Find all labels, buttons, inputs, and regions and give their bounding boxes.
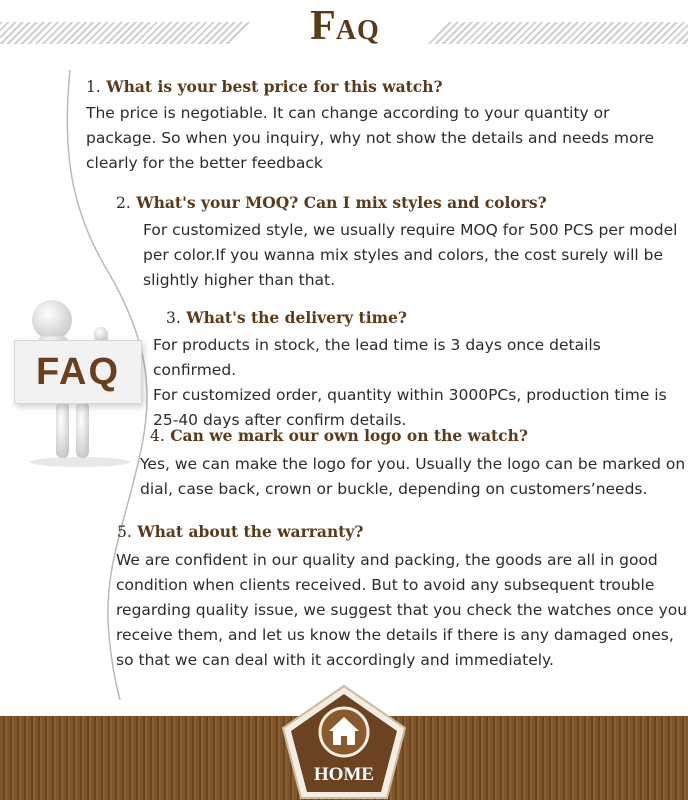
- answer-line: clearly for the better feedback: [86, 154, 323, 172]
- faq-question-5: [117, 522, 364, 541]
- answer-line: per color.If you wanna mix styles and colors, the cost surely will be: [143, 246, 664, 264]
- faq-answer-3: [153, 333, 688, 433]
- answer-line: For customized order, quantity within 3000PCs, production time is: [153, 386, 667, 404]
- faq-number: 1.: [86, 78, 101, 96]
- faq-figure: [12, 292, 142, 467]
- answer-line: For customized style, we usually require MOQ for 500 PCS per model: [143, 221, 678, 239]
- answer-line: dial, case back, crown or buckle, depending on customers’needs.: [140, 480, 648, 498]
- faq-answer-4: [140, 452, 685, 502]
- answer-line: condition when clients received. But to avoid any subsequent trouble: [116, 576, 655, 594]
- answer-line: receive them, and let us know the details if there is any damaged ones,: [116, 626, 674, 644]
- home-label[interactable]: HOME: [313, 764, 375, 785]
- answer-line: regarding quality issue, we suggest that you check the watches once you: [116, 601, 688, 619]
- faq-number: 5.: [117, 523, 132, 541]
- answer-line: We are confident in our quality and packing, the goods are all in good: [116, 551, 658, 569]
- faq-question-text: What's the delivery time?: [186, 308, 407, 327]
- answer-line: package. So when you inquiry, why not show the details and needs more: [86, 129, 655, 147]
- faq-sign-board: FAQ: [14, 340, 142, 404]
- page-title-initial: F: [310, 3, 336, 49]
- faq-number: 4.: [150, 427, 165, 445]
- faq-question-text: What is your best price for this watch?: [106, 77, 443, 96]
- faq-question-text: What about the warranty?: [137, 522, 364, 541]
- faq-question-text: Can we mark our own logo on the watch?: [170, 426, 528, 445]
- answer-line: The price is negotiable. It can change according to your quantity or: [86, 104, 610, 122]
- page-title-rest: AQ: [335, 15, 380, 46]
- faq-question-text: What's your MOQ? Can I mix styles and colors?: [136, 193, 547, 212]
- header-bar: [0, 0, 688, 60]
- answer-line: Yes, we can make the logo for you. Usually the logo can be marked on: [140, 455, 686, 473]
- page-title: [300, 2, 390, 50]
- answer-line: 25-40 days after confirm details.: [153, 411, 407, 429]
- header-stripe-left: [0, 22, 252, 44]
- faq-question-2: [116, 193, 547, 212]
- faq-number: 3.: [166, 309, 181, 327]
- faq-answer-2: [143, 218, 677, 293]
- faq-question-3: [166, 308, 407, 327]
- faq-number: 2.: [116, 194, 131, 212]
- header-stripe-right: [428, 22, 688, 44]
- faq-answer-5: [116, 548, 687, 673]
- faq-question-4: [150, 426, 528, 445]
- answer-line: so that we can deal with it accordingly and immediately.: [116, 651, 554, 669]
- faq-answer-1: [86, 101, 654, 176]
- answer-line: slightly higher than that.: [143, 271, 336, 289]
- faq-question-1: [86, 77, 443, 96]
- answer-line: For products in stock, the lead time is 3 days once details confirmed.: [153, 336, 601, 379]
